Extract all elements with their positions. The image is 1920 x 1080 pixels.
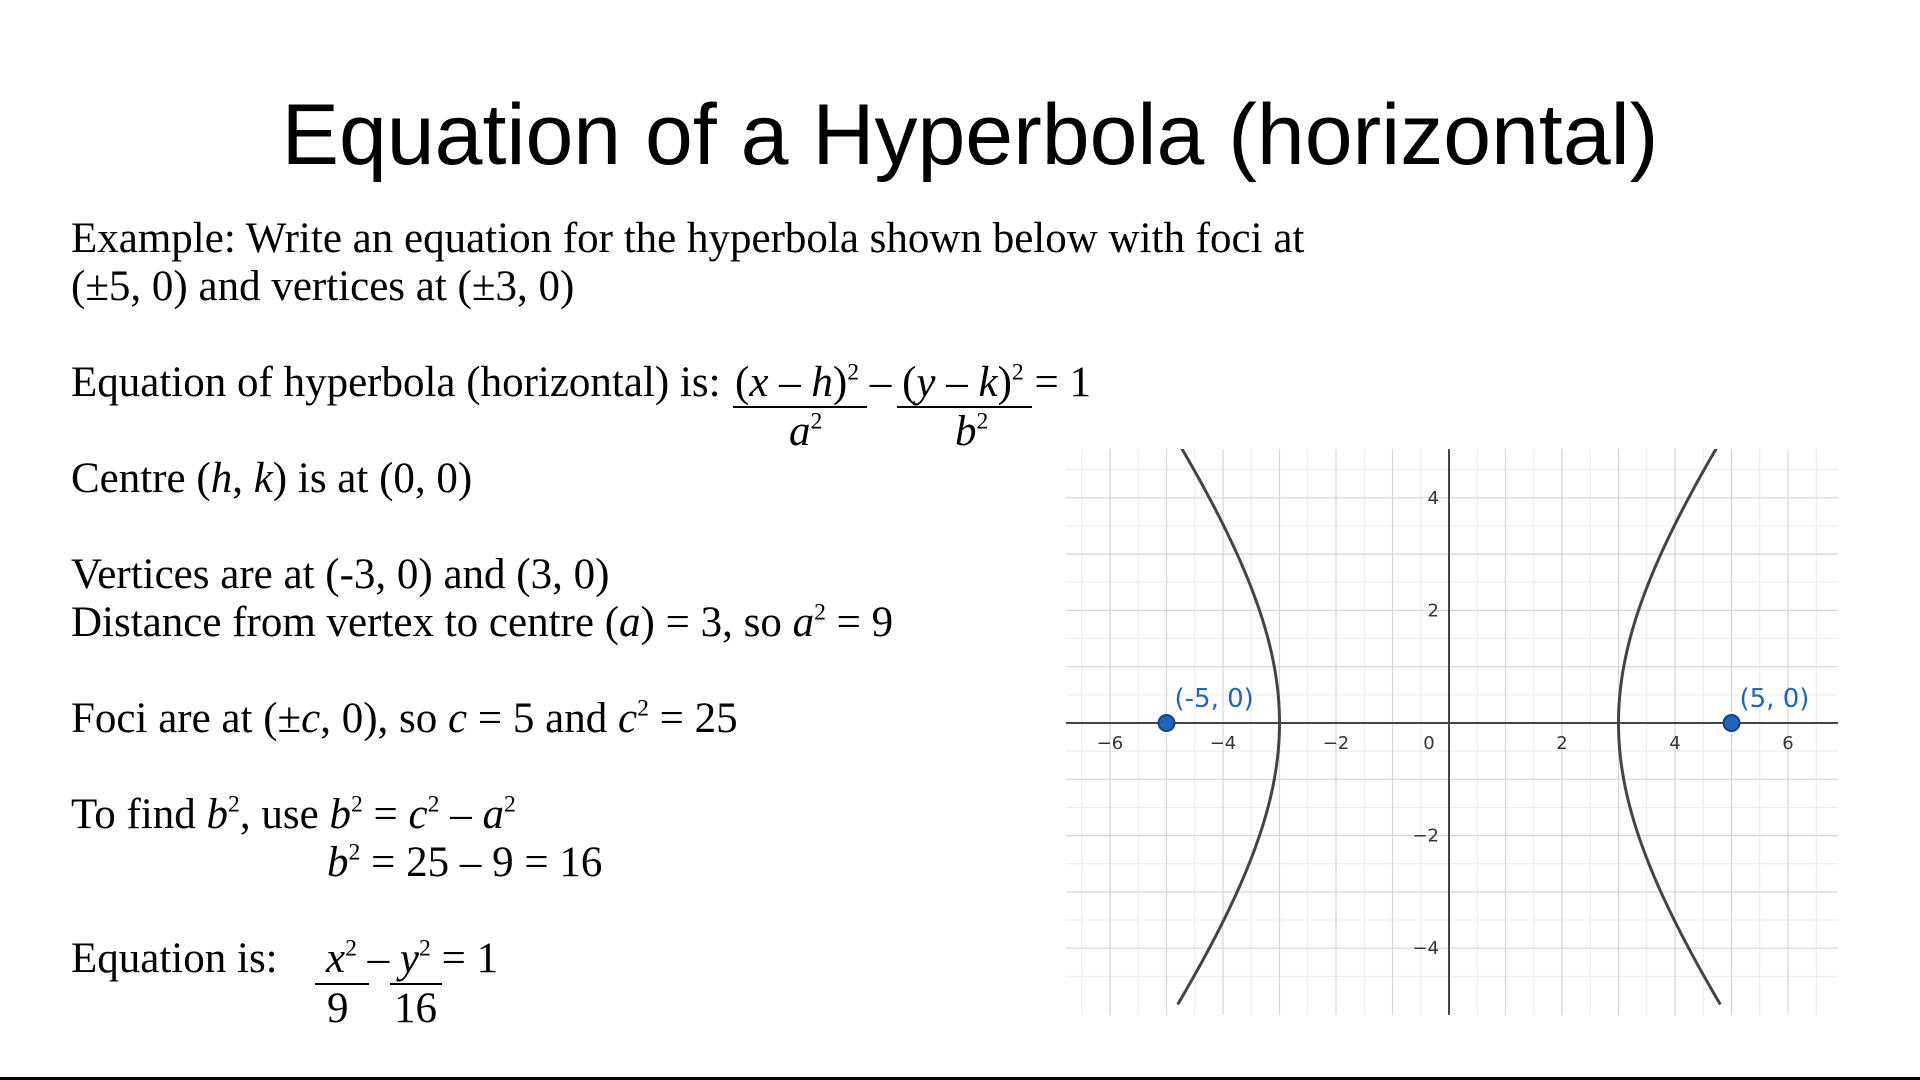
distance-line: Distance from vertex to centre (a) = 3, so $a^2 = 9$: [71, 599, 894, 646]
centre-rest: is at (0, 0): [297, 455, 473, 502]
equation-is-label: Equation is:: [71, 935, 278, 982]
hyperbola-graph: [1066, 449, 1838, 1015]
x-tick-label: 6: [1782, 733, 1794, 754]
denominator-a2: $a^2$: [789, 408, 823, 455]
b2-calc-value: = 25 – 9 = 16: [371, 839, 603, 886]
find-b-line: To find $b^2$, use $b^2 = c^2 - a^2$: [71, 791, 516, 838]
centre-line: Centre (h, k) is at (0, 0): [71, 455, 473, 502]
hyperbola-branch-left: [1178, 449, 1280, 1005]
foci-mid: , 0), so: [320, 695, 438, 742]
hyperbola-branch-right: [1619, 449, 1721, 1005]
distance-rest: = 3, so: [665, 599, 782, 646]
find-b-use: , use: [239, 791, 319, 838]
y-tick-label: −4: [1412, 938, 1439, 960]
foci-line: Foci are at (±c, 0), so c = 5 and $c^2 = 25$: [71, 695, 738, 742]
find-b-prefix: To find: [71, 791, 196, 838]
x-tick-label: 4: [1669, 733, 1681, 754]
x-tick-label: 0: [1423, 733, 1435, 754]
focus-label: (5, 0): [1739, 684, 1810, 714]
x-tick-label: −2: [1322, 733, 1350, 754]
centre-label: Centre: [71, 455, 186, 502]
denominator-b2: $b^2$: [955, 408, 989, 455]
x-tick-label: 2: [1556, 733, 1568, 754]
denominator-16: 16: [394, 985, 437, 1032]
x-tick-label: −4: [1209, 733, 1237, 754]
y-tick-label: −2: [1412, 825, 1439, 847]
equation-intro: Equation of hyperbola (horizontal) is:: [71, 359, 721, 406]
final-equation-numerator: $x^2 - y^2 = 1$: [326, 935, 499, 982]
example-line-1: Example: Write an equation for the hyperbola shown below with foci at: [71, 215, 1305, 262]
general-equation-numerator: (x – h)$^2$ – (y – k)$^2$ = 1: [735, 359, 1092, 406]
focus-point: [1159, 715, 1175, 731]
b2-calculation: $b^2 = 25 - 9 = 16$: [327, 839, 603, 886]
denominator-9: 9: [327, 985, 349, 1032]
slide-title: Equation of a Hyperbola (horizontal): [281, 87, 1659, 183]
y-tick-label: 2: [1427, 600, 1439, 622]
example-line-2: (±5, 0) and vertices at (±3, 0): [71, 263, 575, 310]
distance-prefix: Distance from vertex to centre: [71, 599, 594, 646]
focus-label: (-5, 0): [1174, 684, 1254, 714]
x-tick-label: −6: [1096, 733, 1124, 754]
y-tick-label: 4: [1427, 487, 1439, 509]
vertices-line: Vertices are at (-3, 0) and (3, 0): [71, 551, 610, 598]
focus-point: [1724, 715, 1740, 731]
foci-prefix: Foci are at (±: [71, 695, 302, 742]
